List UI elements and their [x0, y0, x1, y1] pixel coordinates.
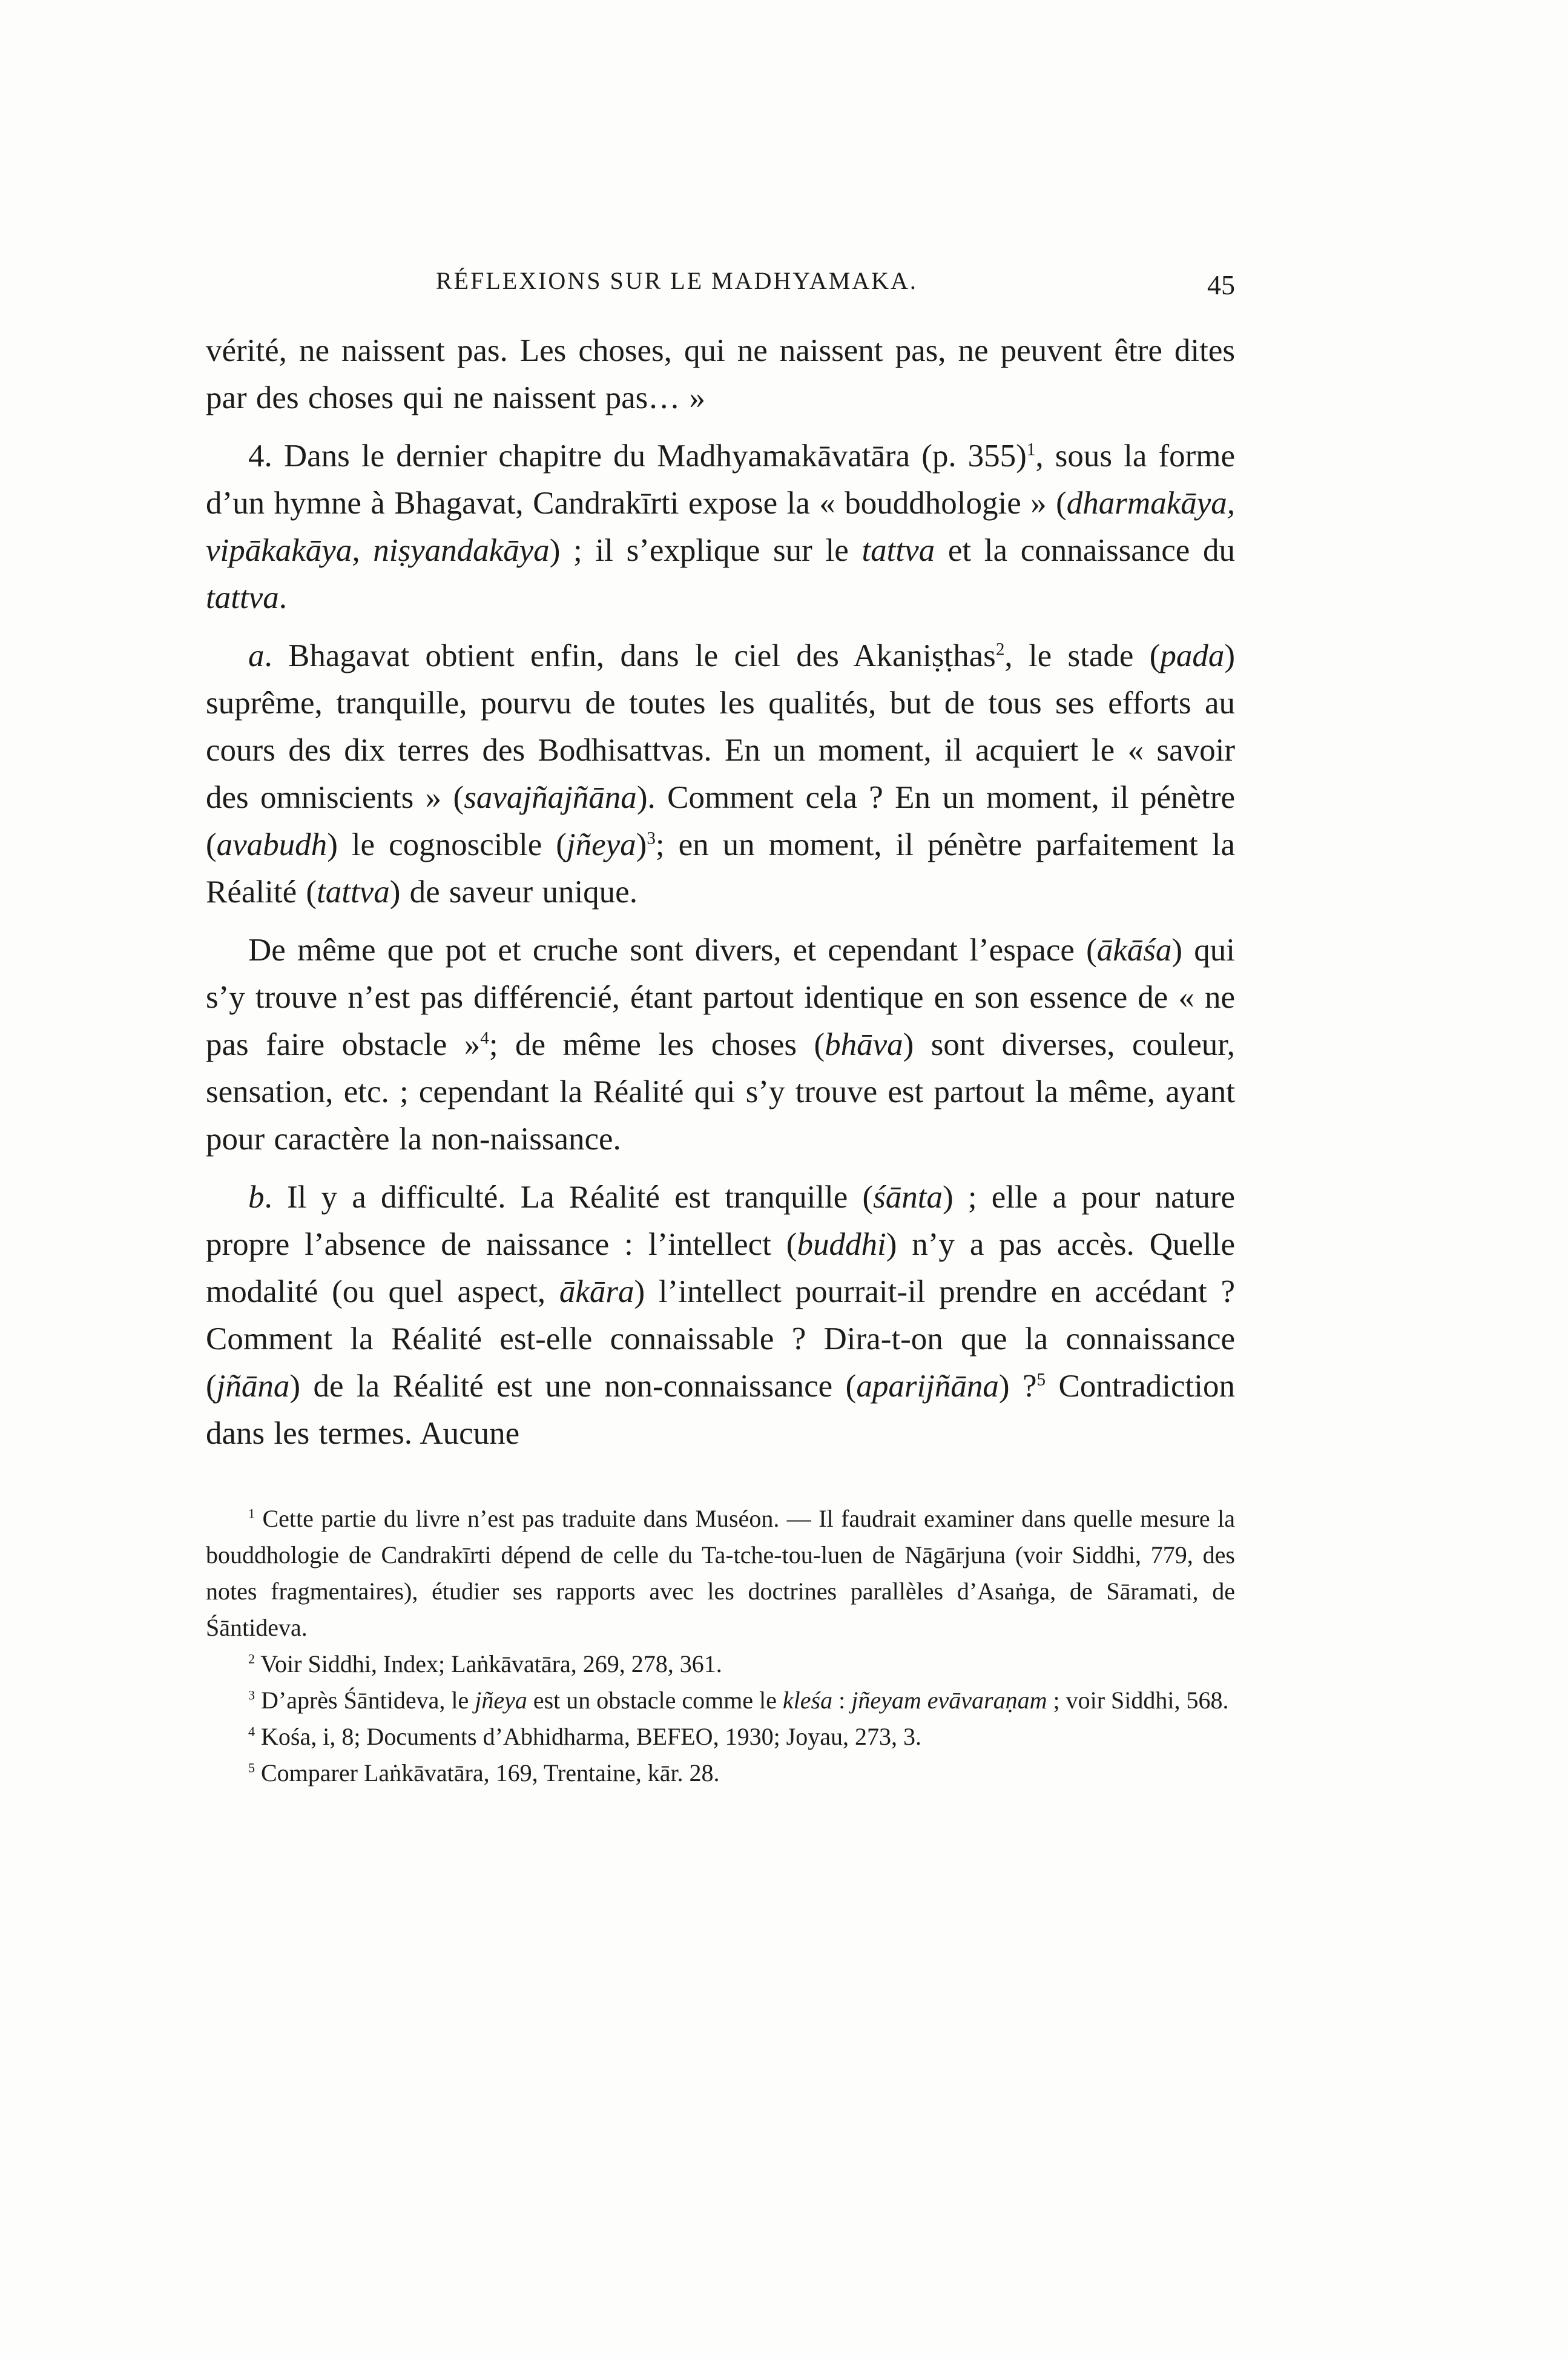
- paragraph: b. Il y a difficulté. La Réalité est tranquille (śānta) ; elle a pour nature propre l’absence de naissance : l’intellect (buddhi) n’y a pas accès. Quelle modalité (ou quel aspect, ākāra) l’intellect pourrait-il prendre en accédant ? Comment la Réalité est-elle connaissable ? Dira-t-on que la connaissance (jñāna) de la Réalité est une non-connaissance (aparijñāna) ?$^5$ Contradiction dans les termes. Aucune: [206, 1180, 1236, 1451]
- footnote: $^1$ Cette partie du livre n’est pas traduite dans Muséon. — Il faudrait examiner dans quelle mesure la bouddhologie de Candrakīrti dépend de celle du Ta-tche-tou-luen de Nāgārjuna (voir Siddhi, 779, des notes fragmentaires), étudier ses rapports avec les doctrines parallèles d’Asaṅga, de Sāramati, de Śāntideva.: [206, 1505, 1235, 1641]
- paragraph: De même que pot et cruche sont divers, et cependant l’espace (ākāśa) qui s’y trouve n’est pas différencié, étant partout identique en son essence de « ne pas faire obstacle »$^4$; de même les choses (bhāva) sont diverses, couleur, sensation, etc. ; cependant la Réalité qui s’y trouve est partout la même, ayant pour caractère la non-naissance.: [206, 933, 1235, 1157]
- running-head: [206, 266, 1235, 303]
- running-title: RÉFLEXIONS SUR LE MADHYAMAKA.: [436, 267, 918, 294]
- footnote: $^2$ Voir Siddhi, Index; Laṅkāvatāra, 269, 278, 361.: [248, 1650, 722, 1677]
- paragraph: 4. Dans le dernier chapitre du Madhyamakāvatāra (p. 355)$^1$, sous la forme d’un hymne à Bhagavat, Candrakīrti expose la « bouddhologie » (dharmakāya, vipākakāya, niṣyandakāya) ; il s’explique sur le tattva et la connaissance du tattva.: [206, 438, 1236, 615]
- paragraph: a. Bhagavat obtient enfin, dans le ciel des Akaniṣṭhas$^2$, le stade (pada) suprême, tranquille, pourvu de toutes les qualités, but de tous ses efforts au cours des dix terres des Bodhisattvas. En un moment, il acquiert le « savoir des omniscients » (savajñajñāna). Comment cela ? En un moment, il pénètre (avabudh) le cognoscible (jñeya)$^3$; en un moment, il pénètre parfaitement la Réalité (tattva) de saveur unique.: [206, 638, 1236, 910]
- footnotes: [206, 1501, 1235, 1791]
- book-page: [206, 266, 1235, 1791]
- page-number: 45: [1207, 269, 1235, 300]
- footnote: $^3$ D’après Śāntideva, le jñeya est un obstacle comme le kleśa : jñeyam evāvaraṇam ; voir Siddhi, 568.: [248, 1687, 1229, 1714]
- footnote-separator: [206, 1457, 1235, 1501]
- paragraph: vérité, ne naissent pas. Les choses, qui ne naissent pas, ne peuvent être dites par des choses qui ne naissent pas… »: [206, 333, 1235, 415]
- body-text: [206, 327, 1235, 1457]
- footnote: $^4$ Kośa, i, 8; Documents d’Abhidharma, BEFEO, 1930; Joyau, 273, 3.: [248, 1723, 921, 1750]
- footnote: $^5$ Comparer Laṅkāvatāra, 169, Trentaine, kār. 28.: [248, 1759, 720, 1787]
